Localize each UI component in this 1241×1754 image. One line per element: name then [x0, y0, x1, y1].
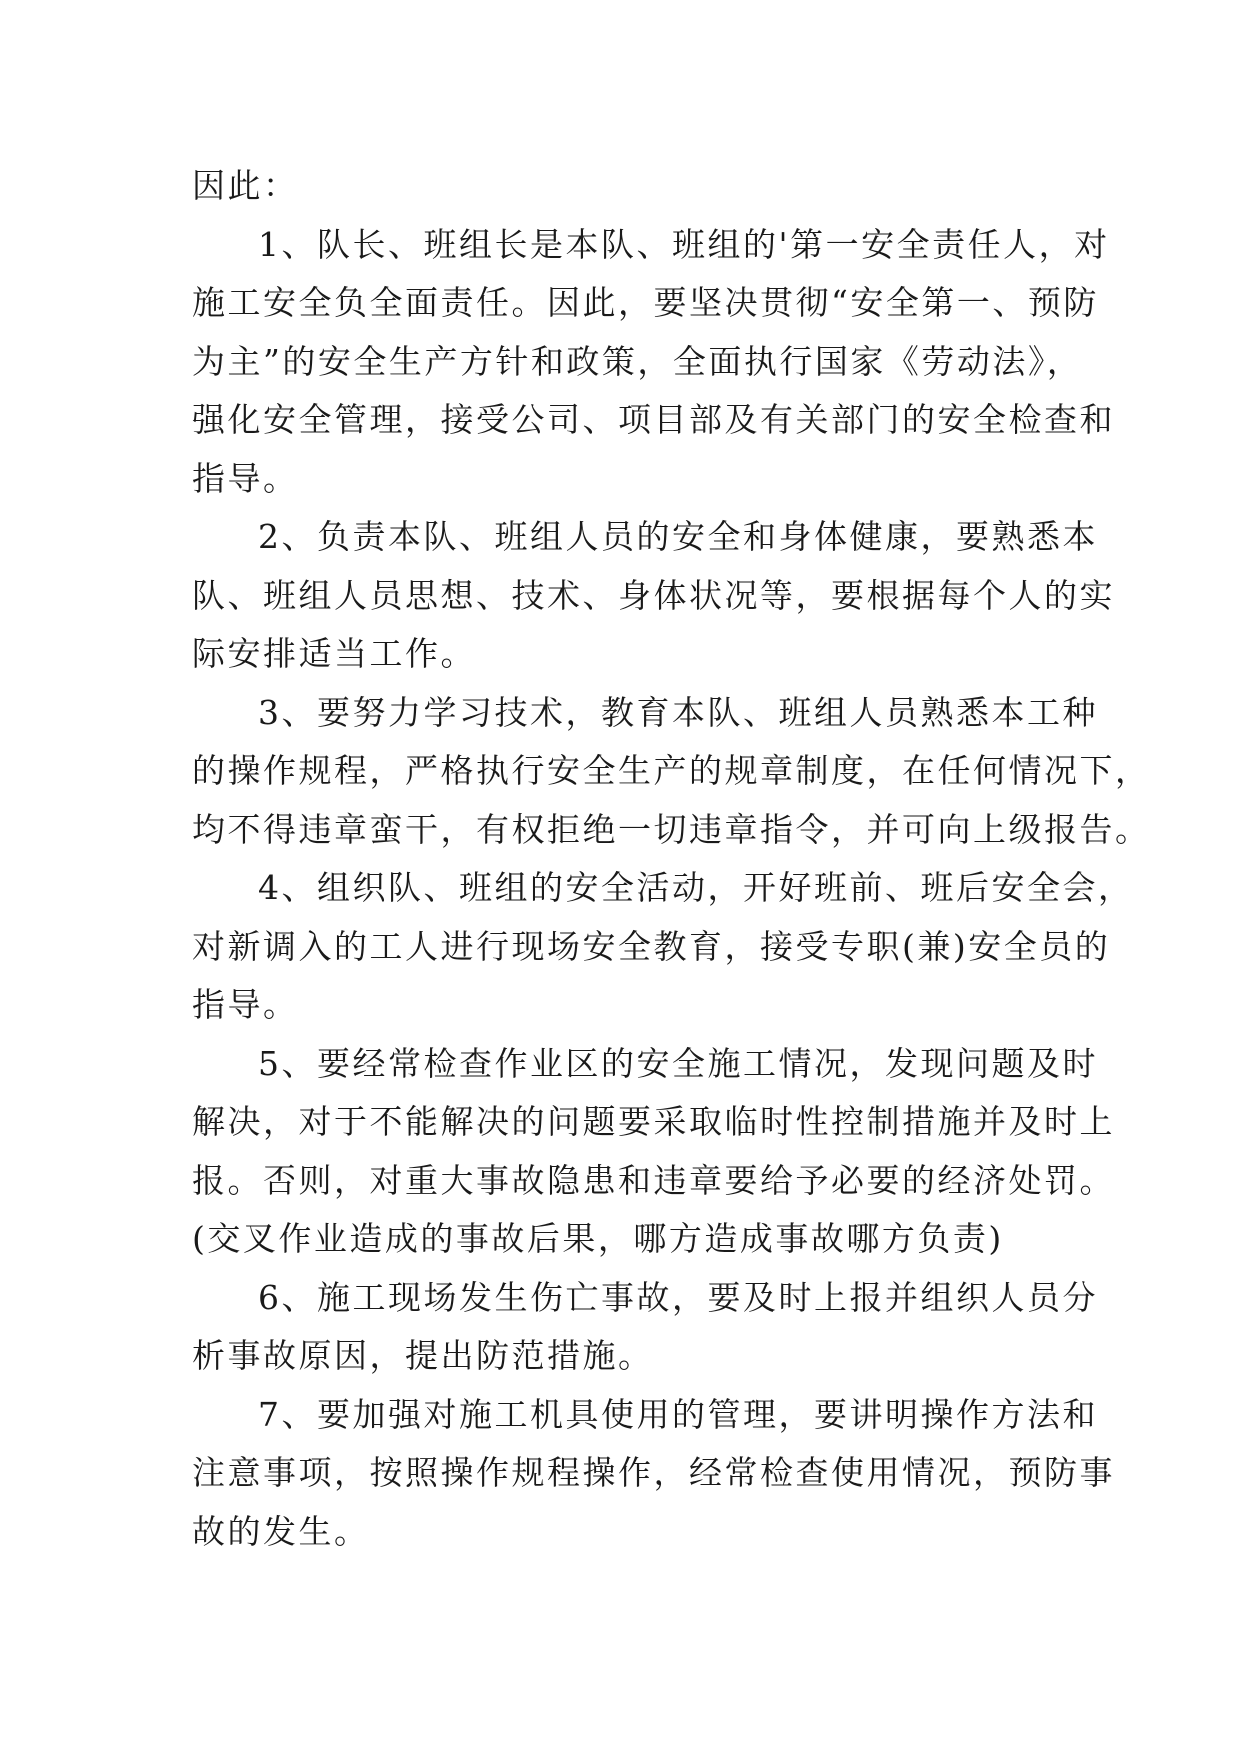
paragraph-line: 为主”的安全生产方针和政策，全面执行国家《劳动法》， [192, 341, 1083, 381]
paragraph-line: 施工安全负全面责任。因此，要坚决贯彻“安全第一、预防 [192, 283, 1099, 322]
paragraph-line: 6、施工现场发生伤亡事故，要及时上报并组织人员分 [258, 1277, 1098, 1317]
paragraph-line: 1、队长、班组长是本队、班组的'第一安全责任人，对 [258, 224, 1110, 264]
document-body [192, 157, 1151, 1561]
paragraph-4 [192, 859, 1134, 1035]
paragraph-7 [192, 1386, 1115, 1562]
paragraph-line: 5、要经常检查作业区的安全施工情况，发现问题及时 [258, 1043, 1098, 1083]
paragraph-line: 析事故原因，提出防范措施。 [192, 1336, 654, 1375]
paragraph-3 [192, 684, 1151, 860]
paragraph-line: 的操作规程，严格执行安全生产的规章制度，在任何情况下， [192, 751, 1151, 790]
paragraph-line: 对新调入的工人进行现场安全教育，接受专职(兼)安全员的 [192, 926, 1111, 966]
paragraph-line: 均不得违章蛮干，有权拒绝一切违章指令，并可向上级报告。 [192, 809, 1151, 849]
intro-line: 因此： [192, 166, 299, 205]
paragraph-line: 7、要加强对施工机具使用的管理，要讲明操作方法和 [258, 1394, 1098, 1434]
paragraph-line: 注意事项，按照操作规程操作，经常检查使用情况，预防事 [192, 1453, 1115, 1492]
paragraph-5 [192, 1035, 1115, 1269]
paragraph-line: 队、班组人员思想、技术、身体状况等，要根据每个人的实 [192, 575, 1115, 615]
paragraph-line: 际安排适当工作。 [192, 634, 476, 673]
paragraph-line: 故的发生。 [192, 1511, 370, 1551]
paragraph-1 [192, 216, 1115, 509]
paragraph-line: (交叉作业造成的事故后果，哪方造成事故哪方负责) [192, 1219, 1004, 1258]
paragraph-line: 4、组织队、班组的安全活动，开好班前、班后安全会， [258, 868, 1134, 907]
paragraph-line: 报。否则，对重大事故隐患和违章要给予必要的经济处罚。 [192, 1160, 1115, 1200]
paragraph-6 [192, 1269, 1098, 1386]
intro-paragraph [192, 157, 1052, 216]
paragraph-line: 强化安全管理，接受公司、项目部及有关部门的安全检查和 [192, 400, 1115, 439]
paragraph-2 [192, 508, 1115, 684]
paragraph-line: 2、负责本队、班组人员的安全和身体健康，要熟悉本 [258, 517, 1098, 556]
paragraph-line: 指导。 [192, 985, 299, 1024]
paragraph-line: 3、要努力学习技术，教育本队、班组人员熟悉本工种 [258, 692, 1098, 732]
paragraph-line: 指导。 [192, 458, 299, 498]
paragraph-line: 解决，对于不能解决的问题要采取临时性控制措施并及时上 [192, 1102, 1115, 1141]
